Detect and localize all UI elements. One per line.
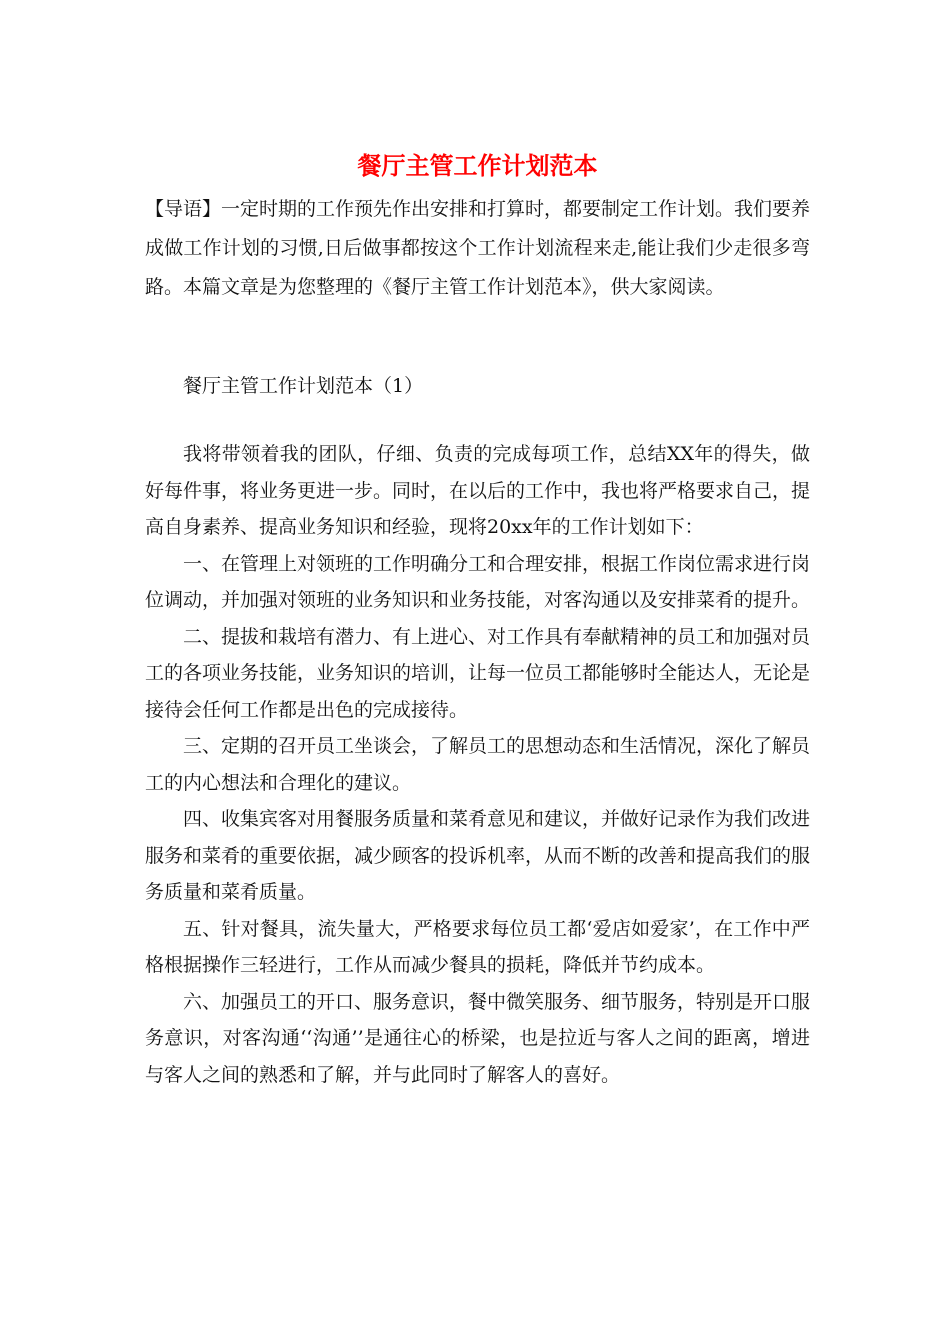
document-body	[145, 436, 810, 1093]
body-paragraph-1: 一、在管理上对领班的工作明确分工和合理安排，根据工作岗位需求进行岗位调动，并加强对领班的业务知识和业务技能，对客沟通以及安排菜肴的提升。	[145, 552, 811, 611]
document-content	[145, 150, 810, 1093]
body-paragraph-3: 三、定期的召开员工坐谈会，了解员工的思想动态和生活情况，深化了解员工的内心想法和合理化的建议。	[145, 735, 811, 794]
body-paragraph-2: 二、提拔和栽培有潜力、有上进心、对工作具有奉献精神的员工和加强对员工的各项业务技能，业务知识的培训，让每一位员工都能够时全能达人，无论是接待会任何工作都是出色的完成接待。	[145, 625, 811, 721]
body-paragraph-intro: 我将带领着我的团队，仔细、负责的完成每项工作，总结XX年的得失，做好每件事，将业务更进一步。同时，在以后的工作中，我也将严格要求自己，提高自身素养、提高业务知识和经验，现将20xx年的工作计划如下：	[145, 443, 811, 538]
body-paragraph-5: 五、针对餐具，流失量大，严格要求每位员工都‘爱店如爱家’，在工作中严格根据操作三轻进行，工作从而减少餐具的损耗，降低并节约成本。	[145, 917, 810, 976]
document-title: 餐厅主管工作计划范本	[357, 152, 598, 180]
lead-paragraph: 【导语】一定时期的工作预先作出安排和打算时，都要制定工作计划。我们要养成做工作计划的习惯,日后做事都按这个工作计划流程来走,能让我们少走很多弯路。本篇文章是为您整理的《餐厅主管工作计划范本》，供大家阅读。	[145, 198, 811, 298]
section-heading: 餐厅主管工作计划范本（1）	[183, 375, 424, 397]
body-paragraph-4: 四、收集宾客对用餐服务质量和菜肴意见和建议，并做好记录作为我们改进服务和菜肴的重要依据，减少顾客的投诉机率，从而不断的改善和提高我们的服务质量和菜肴质量。	[145, 808, 811, 903]
body-paragraph-6: 六、加强员工的开口、服务意识，餐中微笑服务、细节服务，特别是开口服务意识，对客沟通‘‘沟通’’是通往心的桥梁，也是拉近与客人之间的距离，增进与客人之间的熟悉和了解，并与此同时了解客人的喜好。	[145, 990, 811, 1086]
